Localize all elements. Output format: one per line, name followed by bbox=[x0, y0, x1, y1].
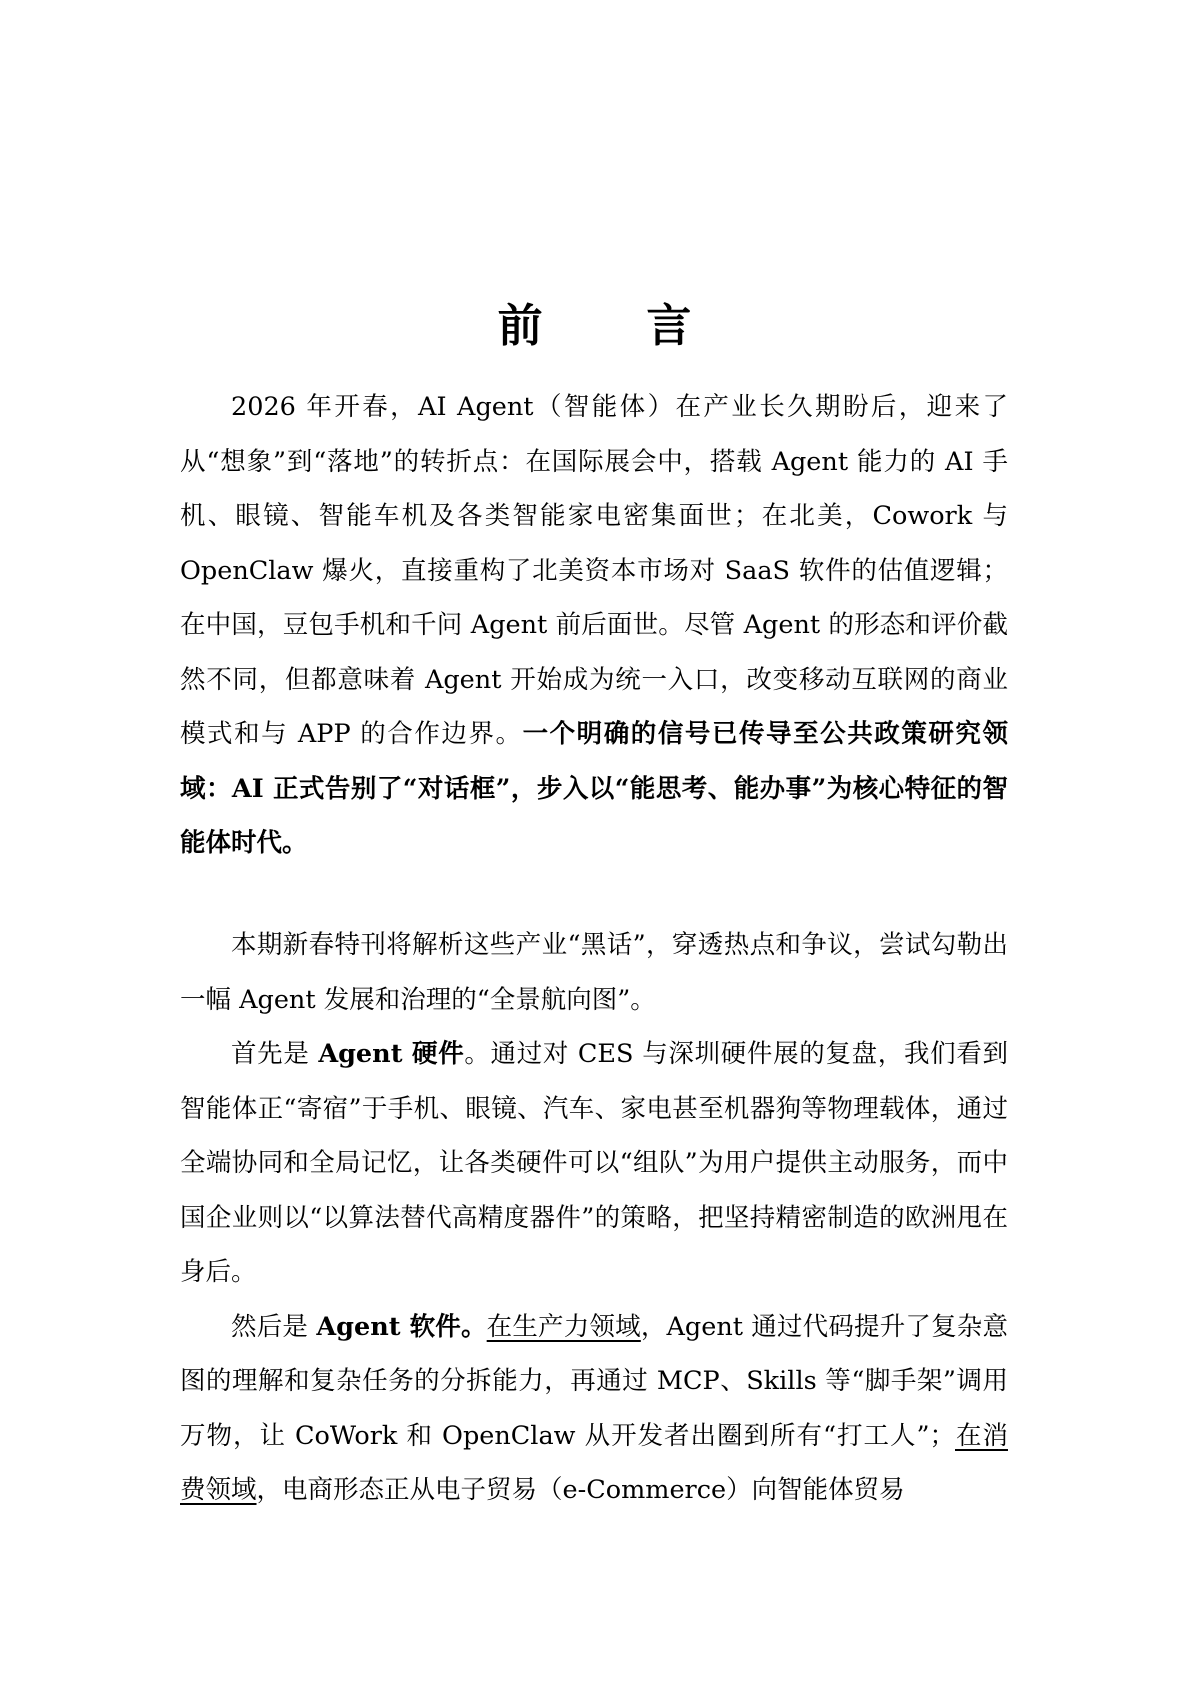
paragraph-hardware-lead: 首先是 bbox=[231, 1039, 319, 1069]
paragraph-software-tail: ，电商形态正从电子贸易（e-Commerce）向智能体贸易 bbox=[256, 1475, 905, 1505]
main-paragraph-block bbox=[180, 918, 1008, 1518]
paragraph-overview: 本期新春特刊将解析这些产业“黑话”，穿透热点和争议，尝试勾勒出一幅 Agent 发展和治理的“全景航向图”。 bbox=[180, 930, 1008, 1015]
paragraph-hardware bbox=[180, 1027, 1008, 1300]
paragraph-software-lead: 然后是 bbox=[231, 1311, 317, 1342]
paragraph-hardware-text: 。通过对 CES 与深圳硬件展的复盘，我们看到智能体正“寄宿”于手机、眼镜、汽车、家电甚至机器狗等物理载体，通过全端协同和全局记忆，让各类硬件可以“组队”为用户提供主动服务，而中国企业则以“以算法替代高精度器件”的策略，把坚持精密制造的欧洲甩在身后。 bbox=[180, 1039, 1008, 1287]
paragraph-intro-text: 2026 年开春，AI Agent（智能体）在产业长久期盼后，迎来了从“想象”到“落地”的转折点：在国际展会中，搭载 Agent 能力的 AI 手机、眼镜、智能车机及各类智能家电密集面世；在北美，Cowork 与 OpenClaw 爆火，直接重构了北美资本市场对 SaaS 软件的估值逻辑；在中国，豆包手机和千问 Agent 前后面世。尽管 Agent 的形态和评价截然不同，但都意味着 Agent 开始成为统一入口，改变移动互联网的商业模式和与 APP 的合作边界。 bbox=[180, 392, 1008, 749]
paragraph-intro bbox=[180, 380, 1008, 871]
productivity-domain-underline: 在生产力领域 bbox=[486, 1311, 641, 1342]
paragraph-hardware-keyword: Agent 硬件 bbox=[318, 1039, 465, 1069]
page-title: 前 言 bbox=[497, 299, 736, 353]
intro-paragraph-block bbox=[180, 380, 1008, 871]
consumer-domain-underline: 在消费领域 bbox=[180, 1420, 1008, 1505]
paragraph-software bbox=[180, 1300, 1008, 1518]
paragraph-software-keyword: Agent 软件。 bbox=[316, 1311, 487, 1342]
paragraph-software-text: ，Agent 通过代码提升了复杂意图的理解和复杂任务的分拆能力，再通过 MCP、Skills 等“脚手架”调用万物，让 CoWork 和 OpenClaw 从开发者出圈到所有“打工人”； bbox=[180, 1311, 1008, 1451]
paragraph-intro-highlight: 一个明确的信号已传导至公共政策研究领域：AI 正式告别了“对话框”，步入以“能思考、能办事”为核心特征的智能体时代。 bbox=[180, 719, 1008, 858]
